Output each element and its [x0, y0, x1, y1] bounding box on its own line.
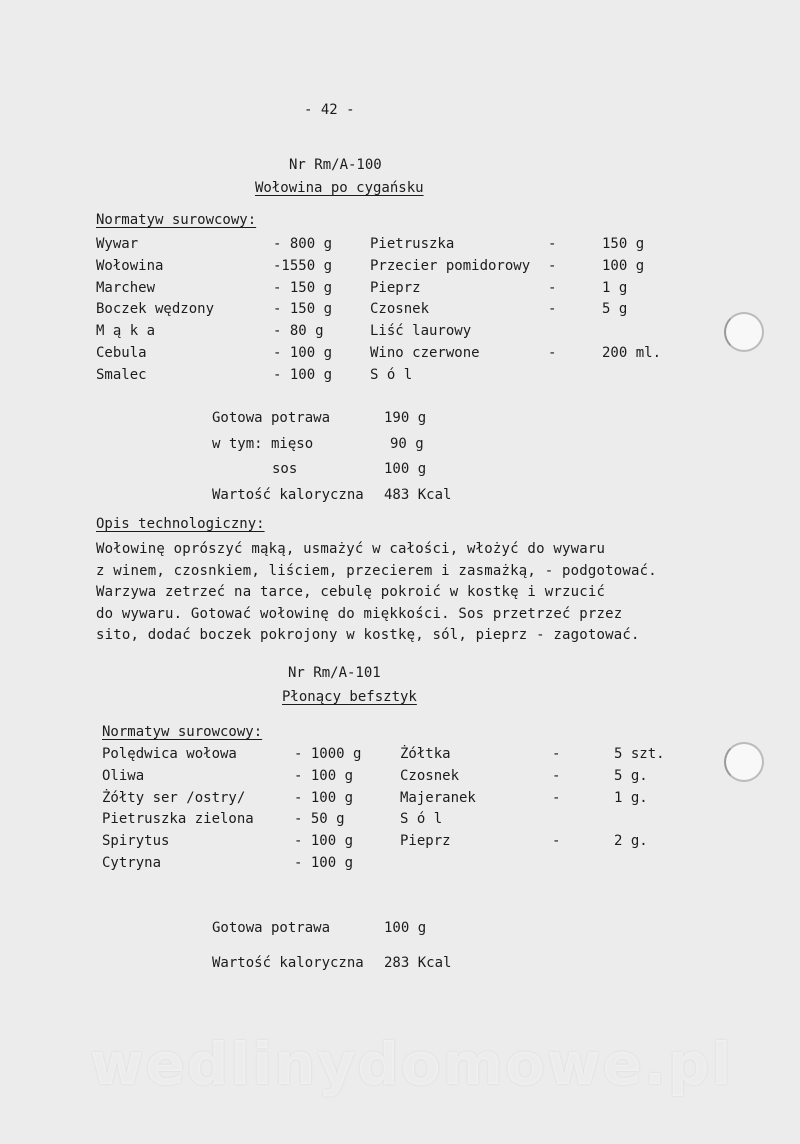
ingredient-qty: 200 ml.	[602, 345, 662, 361]
ingredient-dash: -	[552, 767, 561, 784]
ingredient-row	[400, 811, 670, 833]
ingredient-name: Pietruszka	[370, 236, 455, 252]
ingredient-row	[96, 323, 356, 345]
summary-row	[212, 487, 472, 509]
ingredient-name: Cytryna	[102, 855, 162, 871]
summary-row	[212, 410, 472, 432]
ingredient-dash: -	[548, 279, 557, 296]
opis-line: sito, dodać boczek pokrojony w kostkę, sól, pieprz - zagotować.	[96, 627, 640, 643]
summary-label: Wartość kaloryczna	[212, 486, 364, 503]
ingredient-row	[400, 768, 670, 790]
ingredient-row	[370, 345, 670, 367]
ingredient-qty: - 800 g	[273, 236, 333, 252]
ingredient-qty: - 100 g	[273, 345, 333, 361]
ingredient-qty: 1 g	[602, 279, 628, 296]
ingredient-name: Spirytus	[102, 833, 170, 850]
ingredient-qty: 5 g	[602, 301, 628, 318]
recipe-title: Wołowina po cygańsku	[255, 180, 424, 196]
summary-value: 100 g	[384, 461, 427, 477]
ingredient-name: Pieprz	[400, 833, 451, 850]
ingredient-name: Marchew	[96, 279, 156, 296]
ingredient-name: Majeranek	[400, 789, 476, 806]
ingredient-name: Czosnek	[400, 767, 460, 784]
ingredient-qty: - 80 g	[273, 323, 324, 340]
summary-value: 483 Kcal	[384, 486, 452, 503]
ingredient-qty: 100 g	[602, 257, 645, 274]
norm-heading: Normatyw surowcowy:	[102, 724, 263, 740]
ingredient-name: Cebula	[96, 345, 147, 361]
ingredient-row	[102, 811, 382, 833]
opis-heading: Opis technologiczny:	[96, 516, 265, 532]
ingredient-name: Przecier pomidorowy	[370, 257, 531, 274]
ingredient-row	[102, 746, 382, 768]
summary-label: Gotowa potrawa	[212, 410, 331, 426]
ingredient-name: Wywar	[96, 236, 139, 252]
ingredient-row	[96, 236, 356, 258]
ingredient-name: Żółtka	[400, 746, 451, 762]
punch-hole	[724, 312, 764, 352]
ingredient-qty: 1 g.	[614, 789, 648, 806]
summary-value: 100 g	[384, 920, 427, 936]
ingredient-row	[96, 258, 356, 280]
recipe-number: Nr Rm/A-101	[288, 665, 381, 681]
ingredient-name: Oliwa	[102, 767, 145, 784]
ingredient-name: Pieprz	[370, 279, 421, 296]
ingredient-name: Boczek wędzony	[96, 301, 215, 318]
opis-text	[96, 539, 696, 647]
ingredient-qty: - 100 g	[294, 833, 354, 850]
ingredient-name: Wino czerwone	[370, 345, 480, 361]
ingredient-dash: -	[552, 789, 561, 806]
ingredient-qty: 5 szt.	[614, 746, 665, 762]
ingredient-row	[400, 833, 670, 855]
opis-line: do wywaru. Gotować wołowinę do miękkości. Sos przetrzeć przez	[96, 605, 623, 622]
ingredient-qty: - 100 g	[273, 366, 333, 383]
punch-hole	[724, 742, 764, 782]
summary-label: Wartość kaloryczna	[212, 955, 364, 971]
summary-row	[212, 436, 472, 458]
ingredient-qty: 5 g.	[614, 767, 648, 784]
ingredient-name: M ą k a	[96, 323, 156, 340]
opis-line: z winem, czosnkiem, liściem, przecierem i zasmażką, - podgotować.	[96, 562, 657, 579]
ingredient-row	[102, 790, 382, 812]
ingredient-row	[102, 855, 382, 877]
ingredient-row	[96, 301, 356, 323]
ingredient-qty: - 150 g	[273, 279, 333, 296]
ingredient-row	[370, 301, 670, 323]
ingredient-row	[96, 345, 356, 367]
watermark: wedlinydomowe.pl	[90, 1030, 734, 1098]
summary-row	[212, 955, 472, 977]
page-number: - 42 -	[304, 102, 355, 118]
ingredient-name: S ó l	[400, 811, 443, 828]
summary-label: sos	[272, 461, 298, 477]
ingredient-row	[102, 768, 382, 790]
summary-label: Gotowa potrawa	[212, 920, 331, 936]
ingredient-qty: - 100 g	[294, 855, 354, 871]
ingredient-dash: -	[548, 257, 557, 274]
summary-row	[212, 920, 472, 942]
ingredient-qty: - 150 g	[273, 301, 333, 318]
ingredient-qty: - 1000 g	[294, 746, 362, 762]
ingredient-qty: - 50 g	[294, 811, 345, 828]
ingredient-name: S ó l	[370, 366, 413, 383]
ingredient-qty: 150 g	[602, 236, 645, 252]
ingredient-name: Pietruszka zielona	[102, 811, 254, 828]
ingredient-row	[400, 746, 670, 768]
recipe-number: Nr Rm/A-100	[289, 157, 382, 173]
summary-value: 283 Kcal	[384, 955, 452, 971]
ingredient-row	[96, 280, 356, 302]
ingredient-dash: -	[548, 345, 557, 361]
summary-label: w tym: mięso	[212, 435, 314, 452]
opis-line: Wołowinę oprószyć mąką, usmażyć w całości, włożyć do wywaru	[96, 541, 606, 557]
ingredient-name: Czosnek	[370, 301, 430, 318]
ingredient-qty: - 100 g	[294, 767, 354, 784]
summary-value: 90 g	[390, 435, 424, 452]
ingredient-dash: -	[548, 236, 557, 252]
ingredient-row	[370, 367, 670, 389]
ingredient-dash: -	[552, 746, 561, 762]
ingredient-dash: -	[548, 301, 557, 318]
ingredient-name: Liść laurowy	[370, 323, 472, 340]
norm-heading: Normatyw surowcowy:	[96, 212, 257, 228]
ingredient-name: Wołowina	[96, 257, 164, 274]
opis-line: Warzywa zetrzeć na tarce, cebulę pokroić w kostkę i wrzucić	[96, 584, 606, 600]
ingredient-row	[400, 790, 670, 812]
ingredient-row	[102, 833, 382, 855]
ingredient-row	[370, 236, 670, 258]
ingredient-qty: - 100 g	[294, 789, 354, 806]
ingredient-dash: -	[552, 833, 561, 850]
ingredient-row	[96, 367, 356, 389]
ingredient-name: Polędwica wołowa	[102, 746, 237, 762]
recipe-title: Płonący befsztyk	[282, 689, 417, 705]
ingredient-qty: -1550 g	[273, 257, 333, 274]
summary-row	[272, 461, 532, 483]
ingredient-row	[370, 280, 670, 302]
ingredient-name: Smalec	[96, 366, 147, 383]
ingredient-row	[370, 323, 670, 345]
ingredient-name: Żółty ser /ostry/	[102, 789, 246, 806]
ingredient-qty: 2 g.	[614, 833, 648, 850]
ingredient-row	[370, 258, 670, 280]
summary-value: 190 g	[384, 410, 427, 426]
